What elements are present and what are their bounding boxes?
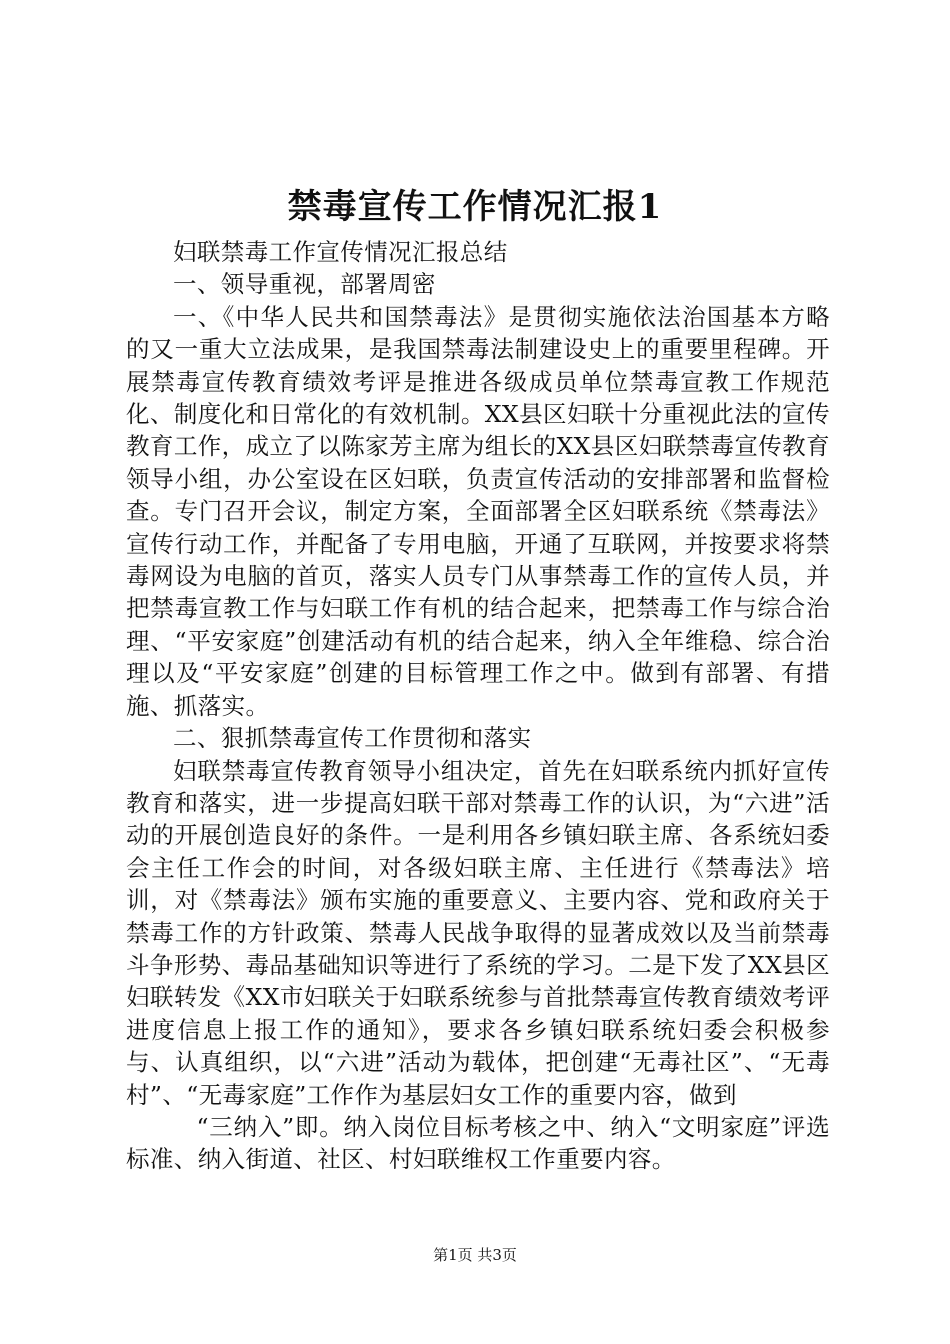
section-heading-2: 二、狠抓禁毒宣传工作贯彻和落实 xyxy=(173,724,532,753)
section-heading-1: 一、领导重视，部署周密 xyxy=(173,270,436,299)
document-body xyxy=(126,236,830,1176)
body-paragraph: “三纳入”即。纳入岗位目标考核之中、纳入“文明家庭”评选标准、纳入街道、社区、村妇联维权工作重要内容。 xyxy=(126,1112,830,1174)
subtitle-paragraph: 妇联禁毒工作宣传情况汇报总结 xyxy=(173,238,508,266)
body-paragraph: 妇联禁毒宣传教育领导小组决定，首先在妇联系统内抓好宣传教育和落实，进一步提高妇联干部对禁毒工作的认识，为“六进”活动的开展创造良好的条件。一是利用各乡镇妇联主席、各系统妇委会主任工作会的时间，对各级妇联主席、主任进行《禁毒法》培训，对《禁毒法》颁布实施的重要意义、主要内容、党和政府关于禁毒工作的方针政策、禁毒人民战争取得的显著成效以及当前禁毒斗争形势、毒品基础知识等进行了系统的学习。二是下发了XX县区妇联转发《XX市妇联关于妇联系统参与首批禁毒宣传教育绩效考评进度信息上报工作的通知》，要求各乡镇妇联系统妇委会积极参与、认真组织，以“六进”活动为载体，把创建“无毒社区”、“无毒村”、“无毒家庭”工作作为基层妇女工作的重要内容，做到 xyxy=(126,756,830,1109)
page-title: 禁毒宣传工作情况汇报1 xyxy=(287,187,663,227)
page-number-footer: 第1页 共3页 xyxy=(433,1246,517,1264)
body-paragraph: 一、《中华人民共和国禁毒法》是贯彻实施依法治国基本方略的又一重大立法成果，是我国禁毒法制建设史上的重要里程碑。开展禁毒宣传教育绩效考评是推进各级成员单位禁毒宣教工作规范化、制度化和日常化的有效机制。XX县区妇联十分重视此法的宣传教育工作，成立了以陈家芳主席为组长的XX县区妇联禁毒宣传教育领导小组，办公室设在区妇联，负责宣传活动的安排部署和监督检查。专门召开会议，制定方案，全面部署全区妇联系统《禁毒法》宣传行动工作，并配备了专用电脑，开通了互联网，并按要求将禁毒网设为电脑的首页，落实人员专门从事禁毒工作的宣传人员，并把禁毒宣教工作与妇联工作有机的结合起来，把禁毒工作与综合治理、“平安家庭”创建活动有机的结合起来，纳入全年维稳、综合治理以及“平安家庭”创建的目标管理工作之中。做到有部署、有措施、抓落实。 xyxy=(126,302,830,720)
